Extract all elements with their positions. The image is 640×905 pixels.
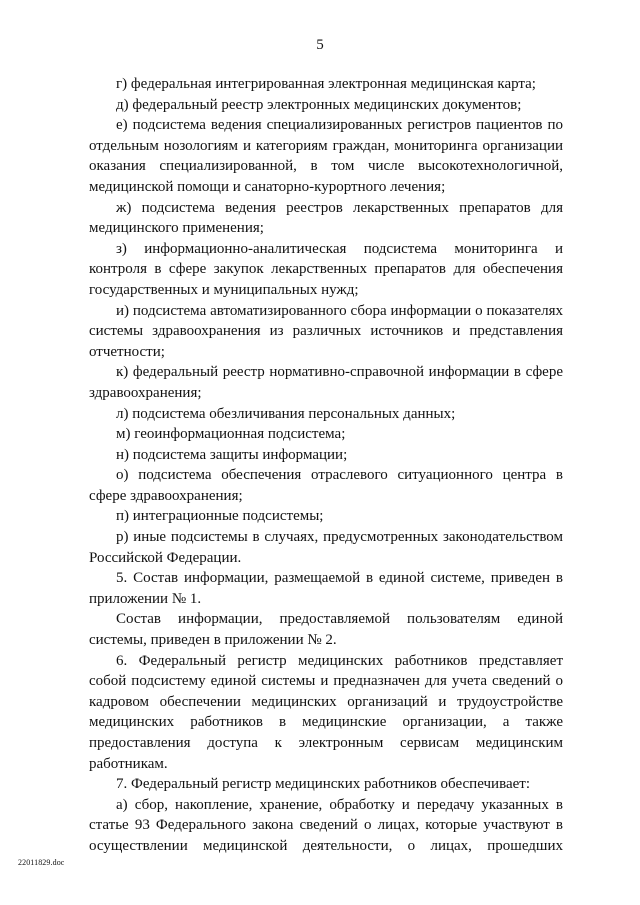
clause-7-item-a: а) сбор, накопление, хранение, обработку и передачу указанных в статье 93 Федерального закона сведений о лицах, которые участвуют в осуществлении медицинской деятельности, о лицах, прошедших	[89, 796, 563, 854]
page-number: 5	[316, 37, 324, 53]
list-item-r: р) иные подсистемы в случаях, предусмотренных законодательством Российской Федерации.	[89, 529, 563, 566]
clause-5-continuation: Состав информации, предоставляемой пользователям единой системы, приведен в приложении № 2.	[89, 611, 563, 649]
list-item-l: л) подсистема обезличивания персональных данных;	[116, 405, 456, 422]
list-item-zh: ж) подсистема ведения реестров лекарственных препаратов для медицинского применения;	[89, 199, 563, 237]
list-item-d: д) федеральный реестр электронных медицинских документов;	[116, 96, 522, 113]
clause-7: 7. Федеральный регистр медицинских работников обеспечивает:	[116, 776, 530, 793]
clause-6: 6. Федеральный регистр медицинских работников представляет собой подсистему единой системы и предназначен для учета сведений о кадровом обеспечении медицинских организаций и трудоустройстве медицинских работников в медицинские организации, а также предоставления доступа к электронным сервисам медицинским работникам.	[89, 652, 563, 772]
document-body	[89, 74, 563, 857]
list-item-o: о) подсистема обеспечения отраслевого ситуационного центра в сфере здравоохранения;	[89, 467, 563, 504]
list-item-i: и) подсистема автоматизированного сбора информации о показателях системы здравоохранения из различных источников и представления отчетности;	[89, 302, 563, 360]
list-item-p: п) интеграционные подсистемы;	[116, 508, 324, 525]
document-file-code: 22011829.doc	[18, 858, 65, 867]
clause-5: 5. Состав информации, размещаемой в единой системе, приведен в приложении № 1.	[89, 570, 563, 607]
list-item-e: е) подсистема ведения специализированных регистров пациентов по отдельным нозологиям и категориям граждан, мониторинга организации оказания специализированной, в том числе высокотехнологичной, медицинской помощи и санаторно-курортного лечения;	[89, 117, 563, 195]
list-item-n: н) подсистема защиты информации;	[116, 446, 348, 463]
list-item-k: к) федеральный реестр нормативно-справочной информации в сфере здравоохранения;	[89, 364, 563, 401]
list-item-z: з) информационно-аналитическая подсистема мониторинга и контроля в сфере закупок лекарственных препаратов для обеспечения государственных и муниципальных нужд;	[89, 240, 563, 298]
list-item-m: м) геоинформационная подсистема;	[116, 426, 346, 443]
list-item-g: г) федеральная интегрированная электронная медицинская карта;	[116, 76, 536, 92]
